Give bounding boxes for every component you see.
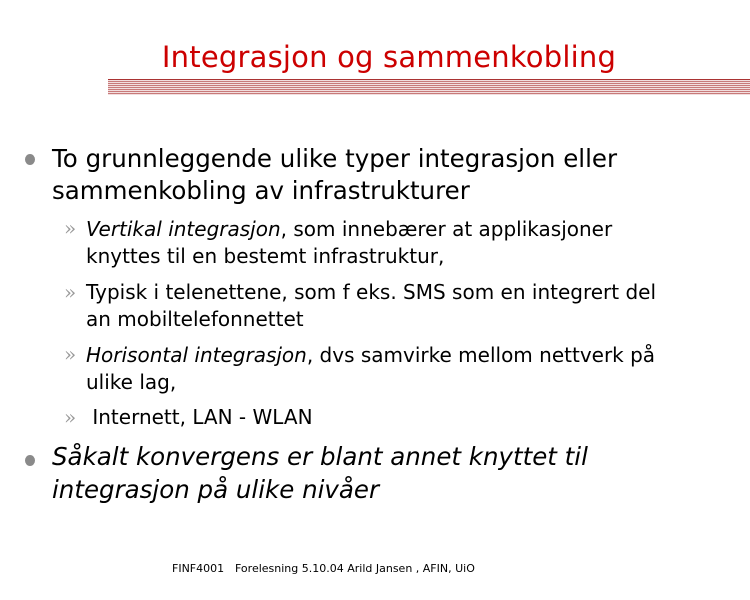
bullet-2-line-2: integrasjon på ulike nivåer: [52, 475, 380, 504]
sub-bullet-marker-icon: »: [64, 216, 77, 240]
bullet-dot-icon: [25, 154, 35, 165]
sub-bullet-2-line-2: an mobiltelefonnettet: [86, 307, 304, 331]
sub-bullet-1-line-2: knyttes til en bestemt infrastruktur,: [86, 244, 445, 268]
title-underline-edge: [108, 79, 750, 80]
footer-course-code: FINF4001: [172, 562, 225, 575]
bullet-2-line-1: Såkalt konvergens er blant annet knyttet til: [52, 442, 588, 471]
sub-bullet-marker-icon: »: [64, 342, 77, 366]
sub-bullet-3-text: , dvs samvirke mellom nettverk på: [306, 343, 656, 367]
sub-bullet-3-line-2: ulike lag,: [86, 370, 177, 394]
sub-bullet-3-line-1: [86, 342, 655, 369]
bullet-1-line-1: To grunnleggende ulike typer integrasjon eller: [52, 144, 618, 173]
bullet-1-line-2: sammenkobling av infrastrukturer: [52, 176, 470, 205]
bullet-dot-icon: [25, 455, 35, 466]
sub-bullet-1-line-1: [86, 216, 612, 243]
sub-bullet-4-line-1: Internett, LAN - WLAN: [86, 405, 313, 429]
sub-bullet-1-emphasis: Vertikal integrasjon: [86, 217, 281, 241]
slide-title: Integrasjon og sammenkobling: [161, 40, 617, 74]
sub-bullet-marker-icon: »: [64, 405, 77, 429]
sub-bullet-marker-icon: »: [64, 280, 77, 304]
title-underline-rule: [108, 79, 750, 95]
sub-bullet-3-emphasis: Horisontal integrasjon: [86, 343, 307, 367]
sub-bullet-1-text: , som innebærer at applikasjoner: [280, 217, 613, 241]
footer-lecture-info: Forelesning 5.10.04 Arild Jansen , AFIN, UiO: [235, 562, 475, 575]
sub-bullet-2-line-1: Typisk i telenettene, som f eks. SMS som en integrert del: [86, 280, 657, 304]
